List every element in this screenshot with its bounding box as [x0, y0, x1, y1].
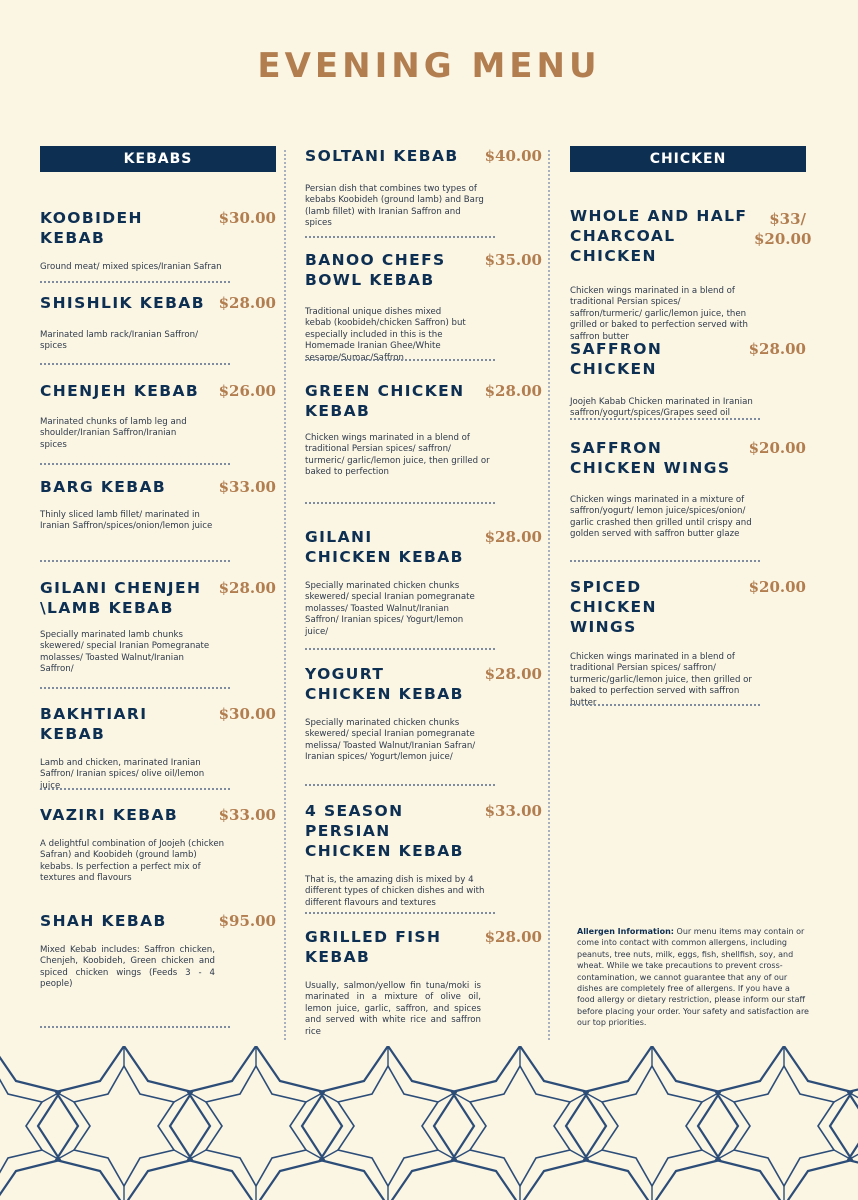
item-separator [305, 912, 495, 914]
menu-item [40, 477, 276, 533]
item-description: Ground meat/ mixed spices/Iranian Safran [40, 262, 222, 272]
allergen-label: Allergen Information: [577, 927, 674, 936]
item-separator [305, 359, 495, 361]
item-price: $28.00 [748, 340, 806, 358]
menu-item [40, 805, 276, 885]
menu-item [305, 146, 542, 230]
item-price: $28.00 [218, 579, 276, 597]
item-price: $20.00 [748, 439, 806, 457]
item-description: Marinated lamb rack/Iranian Saffron/ spices [40, 330, 198, 352]
item-description: Specially marinated chicken chunks skewered/ special Iranian pomegranate molasses/ Toasted Walnut/Iranian Saffron/ Iranian spices/ Yogurt/lemon juice/ [305, 581, 475, 637]
item-separator [40, 1026, 230, 1028]
item-name: BANOO CHEFS BOWL KEBAB [305, 251, 446, 289]
menu-item [40, 578, 276, 676]
menu-item [305, 664, 542, 764]
decorative-lattice-pattern [0, 1046, 858, 1200]
item-separator [40, 687, 230, 689]
item-description: That is, the amazing dish is mixed by 4 different types of chicken dishes and with different flavours and textures [305, 875, 485, 908]
item-name: GILANI CHENJEH \LAMB KEBAB [40, 579, 202, 617]
item-price: $26.00 [218, 382, 276, 400]
item-name: SAFFRON CHICKEN WINGS [570, 439, 731, 477]
item-description: Chicken wings marinated in a blend of traditional Persian spices/ saffron/turmeric/ garlic/lemon juice, then grilled or baked to perfection served with saffron butter [570, 286, 748, 342]
item-price: $30.00 [218, 209, 276, 227]
item-separator [570, 560, 760, 562]
menu-item [40, 208, 276, 273]
item-name: GRILLED FISH KEBAB [305, 928, 442, 966]
item-price: $30.00 [218, 705, 276, 723]
item-name: BAKHTIARI KEBAB [40, 705, 148, 743]
item-name: KOOBIDEH KEBAB [40, 209, 143, 247]
item-separator [40, 463, 230, 465]
item-separator [305, 502, 495, 504]
menu-title: EVENING MENU [257, 46, 601, 86]
chicken-column [570, 146, 812, 708]
menu-item [305, 527, 542, 638]
menu-item [40, 911, 276, 991]
item-separator [40, 363, 230, 365]
menu-item [305, 927, 542, 1038]
item-price: $28.00 [484, 928, 542, 946]
allergen-text: Our menu items may contain or come into contact with common allergens, including peanuts, tree nuts, milk, eggs, fish, shellfish, soy, and wheat. While we take precautions to prevent cross-contamination, we cannot guarantee that any of our dishes are completely free of allergens. If you have a food allergy or dietary restriction, please inform our staff before placing your order. Your safety and satisfaction are our top priorities. [577, 927, 809, 1028]
item-name: 4 SEASON PERSIAN CHICKEN KEBAB [305, 802, 464, 860]
menu-item [570, 206, 812, 343]
menu-item [570, 577, 806, 709]
item-name: SPICED CHICKEN WINGS [570, 578, 657, 636]
menu-item [40, 293, 276, 353]
item-price: $33.00 [218, 806, 276, 824]
item-price: $33.00 [484, 802, 542, 820]
item-separator [305, 784, 495, 786]
item-separator [40, 560, 230, 562]
item-price: $28.00 [484, 665, 542, 683]
item-name: SAFFRON CHICKEN [570, 340, 663, 378]
item-separator [570, 418, 760, 420]
item-separator [305, 648, 495, 650]
menu-item [570, 339, 806, 420]
column-divider [284, 150, 286, 1040]
item-description: A delightful combination of Joojeh (chicken Safran) and Koobideh (ground lamb) kebabs. Is perfection a perfect mix of textures and flavours [40, 839, 225, 884]
item-description: Usually, salmon/yellow fin tuna/moki is marinated in a mixture of olive oil, lemon juice, garlic, saffron, and spices and served with white rice and saffron rice [305, 981, 481, 1037]
item-price: $35.00 [484, 251, 542, 269]
item-description: Joojeh Kabab Chicken marinated in Iranian saffron/yogurt/spices/Grapes seed oil [570, 397, 753, 419]
item-name: VAZIRI KEBAB [40, 806, 179, 824]
item-description: Thinly sliced lamb fillet/ marinated in Iranian Saffron/spices/onion/lemon juice [40, 510, 213, 532]
menu-item [305, 801, 542, 909]
item-separator [570, 704, 760, 706]
item-price: $40.00 [484, 147, 542, 165]
item-name: WHOLE AND HALF CHARCOAL CHICKEN [570, 207, 748, 265]
item-description: Chicken wings marinated in a blend of traditional Persian spices/ saffron/ turmeric/ garlic/lemon juice, then grilled or baked to perfection [305, 433, 490, 478]
item-description: Mixed Kebab includes: Saffron chicken, Chenjeh, Koobideh, Green chicken and spiced chicken wings (Feeds 3 - 4 people) [40, 945, 215, 990]
item-name: CHENJEH KEBAB [40, 382, 200, 400]
item-description: Traditional unique dishes mixed kebab (koobideh/chicken Saffron) but especially included in this is the Homemade Iranian Ghee/White sesame/Sumac/Saffron [305, 307, 466, 363]
item-separator [305, 236, 495, 238]
item-description: Chicken wings marinated in a blend of traditional Persian spices/ saffron/ turmeric/garlic/lemon juice, then grilled or baked to perfection served with saffron butter [570, 652, 752, 708]
kebabs-header: KEBABS [40, 146, 276, 172]
item-description: Lamb and chicken, marinated Iranian Saffron/ Iranian spices/ olive oil/lemon juice [40, 758, 205, 791]
menu-item [40, 704, 276, 792]
item-name: SHISHLIK KEBAB [40, 294, 205, 312]
item-name: SHAH KEBAB [40, 912, 167, 930]
allergen-information [577, 926, 809, 1029]
item-price: $33.00 [218, 478, 276, 496]
item-separator [40, 281, 230, 283]
menu-item [305, 381, 542, 479]
item-description: Marinated chunks of lamb leg and shoulder/Iranian Saffron/Iranian spices [40, 417, 187, 450]
item-name: GILANI CHICKEN KEBAB [305, 528, 464, 566]
item-separator [40, 788, 230, 790]
item-description: Persian dish that combines two types of kebabs Koobideh (ground lamb) and Barg (lamb fillet) with Iranian Saffron and spices [305, 184, 484, 229]
item-price: $28.00 [484, 528, 542, 546]
item-price: $28.00 [484, 382, 542, 400]
item-name: SOLTANI KEBAB [305, 147, 459, 165]
item-price: $20.00 [748, 578, 806, 596]
item-description: Chicken wings marinated in a mixture of saffron/yogurt/ lemon juice/spices/onion/ garlic crashed then grilled until crispy and golden served with saffron butter glaze [570, 495, 752, 540]
item-price: $33/ $20.00 [754, 210, 812, 248]
item-description: Specially marinated chicken chunks skewered/ special Iranian pomegranate melissa/ Toasted Walnut/Iranian Safran/ Iranian spices/ Yogurt/lemon juice/ [305, 718, 476, 763]
column-divider [548, 150, 550, 1040]
kebabs-column [40, 146, 276, 990]
chicken-header: CHICKEN [570, 146, 806, 172]
menu-item [40, 381, 276, 451]
item-description: Specially marinated lamb chunks skewered/ special Iranian Pomegranate molasses/ Toasted Walnut/Iranian Saffron/ [40, 630, 210, 675]
item-price: $28.00 [218, 294, 276, 312]
item-name: GREEN CHICKEN KEBAB [305, 382, 465, 420]
menu-item [570, 438, 806, 541]
item-name: BARG KEBAB [40, 478, 167, 496]
menu-item [305, 250, 542, 364]
item-name: YOGURT CHICKEN KEBAB [305, 665, 464, 703]
item-price: $95.00 [218, 912, 276, 930]
